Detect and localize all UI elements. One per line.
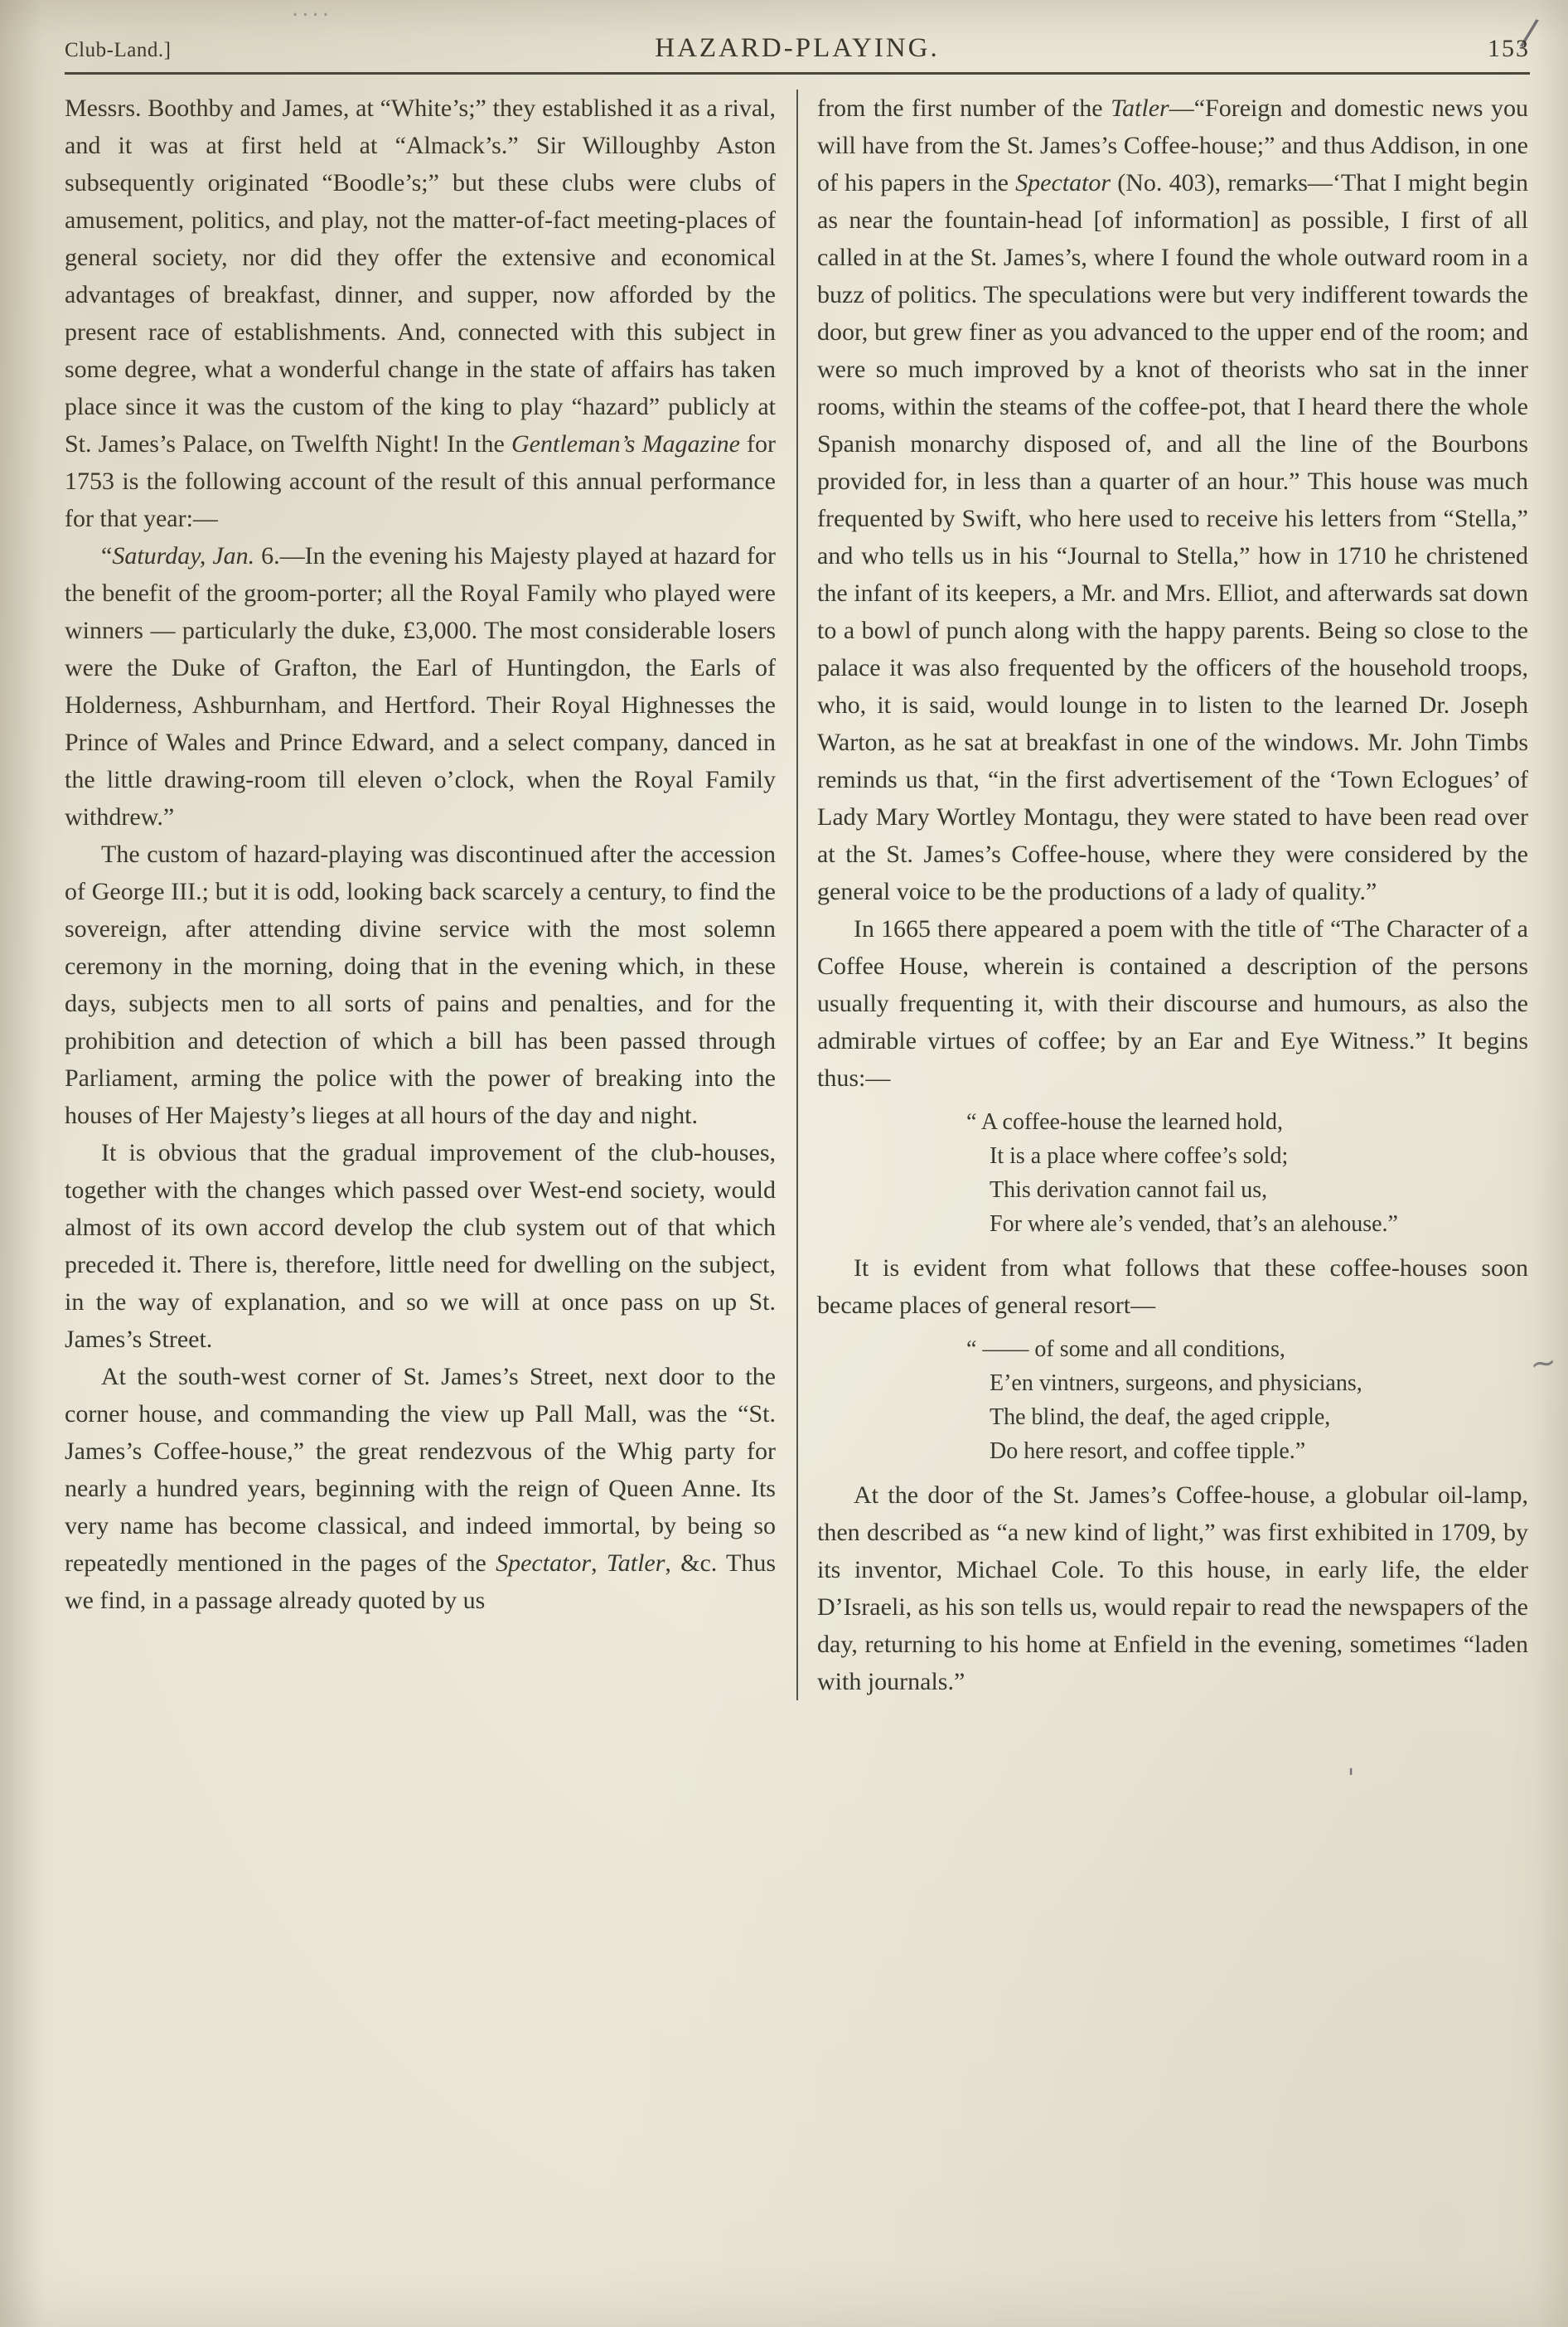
verse-line: Do here resort, and coffee tipple.” (990, 1438, 1306, 1464)
paragraph (817, 1476, 1528, 1700)
pen-mark: ~ (1527, 1342, 1559, 1384)
italic-text-run: Gentleman’s Magazine (511, 430, 740, 458)
italic-text-run: Tatler (1111, 95, 1169, 122)
text-column-left (65, 90, 776, 1700)
italic-text-run: Spectator (1015, 169, 1111, 196)
text-run: The custom of hazard-playing was discontinued after the accession of George III.; but it is odd, looking back scarcely a century, to find the sovereign, after attending divine service with the most solemn ceremony in the morning, doing that in the evening which, in these days, subjects men to all sorts of pains and penalties, and for the prohibition and detection of which a bill has been passed through Parliament, arming the police with the power of breaking into the houses of Her Majesty’s lieges at all hours of the day and night. (65, 841, 776, 1129)
page-title: HAZARD-PLAYING. (655, 33, 940, 63)
verse-block (966, 1332, 1528, 1468)
pen-mark: / (1518, 10, 1541, 56)
text-run: (No. 403), remarks—‘That I might begin as near the fountain-head [of information] as possible, I first of all called in at the St. James’s, where I found the whole outward room in a buzz of politics. The speculations were but very indifferent towards the door, but grew finer as you advanced to the upper end of the room; and were so much improved by a knot of theorists who sat in the inner rooms, within the steams of the coffee-pot, that I heard there the whole Spanish monarchy disposed of, and all the line of the Bourbons provided for, in less than a quarter of an hour.” This house was much frequented by Swift, who here used to receive his letters from “Stella,” and who tells us in his “Journal to Stella,” how in 1710 he christened the infant of its keepers, a Mr. and Mrs. Elliot, and afterwards sat down to a bowl of punch along with the happy parents. Being so close to the palace it was also frequented by the officers of the household troops, who, it is said, would lounge in to listen to the learned Dr. Joseph Warton, as he sat at breakfast in one of the windows. Mr. John Timbs reminds us that, “in the first advertisement of the ‘Town Eclogues’ of Lady Mary Wortley Montagu, they were stated to have been read over at the St. James’s Coffee-house, where they were considered by the general voice to be the productions of a lady of quality.” (817, 169, 1528, 905)
italic-text-run: Tatler (606, 1549, 665, 1577)
text-column-right (817, 90, 1528, 1700)
paragraph (817, 910, 1528, 1097)
pen-mark: .... (292, 0, 333, 22)
paragraph (65, 90, 776, 537)
verse-line: The blind, the deaf, the aged cripple, (990, 1404, 1331, 1430)
text-run: It is obvious that the gradual improvement of the club-houses, together with the changes which passed over West-end society, would almost of its own accord develop the club system out of that which preceded it. There is, therefore, little need for dwelling on the subject, in the way of explanation, and so we will at once pass on up St. James’s Street. (65, 1139, 776, 1353)
text-run: “ (101, 542, 113, 570)
running-section-label: Club-Land.] (65, 39, 172, 61)
verse-line: E’en vintners, surgeons, and physicians, (990, 1370, 1362, 1396)
paragraph (65, 1134, 776, 1358)
text-run: 6.—In the evening his Majesty played at hazard for the benefit of the groom-porter; all the Royal Family who played were winners — particularly the duke, £3,000. The most considerable losers were the Duke of Grafton, the Earl of Huntingdon, the Earls of Holderness, Ashburnham, and Hertford. Their Royal Highnesses the Prince of Wales and Prince Edward, and a select company, danced in the little drawing-room till eleven o’clock, when the Royal Family withdrew.” (65, 542, 776, 831)
page-content (65, 22, 1530, 1700)
text-run: At the door of the St. James’s Coffee-house, a globular oil-lamp, then described as “a new kind of light,” was first exhibited in 1709, by its inventor, Michael Cole. To this house, in early life, the elder D’Israeli, as his son tells us, would repair to read the newspapers of the day, returning to his home at Enfield in the evening, sometimes “laden with journals.” (817, 1481, 1528, 1695)
verse-line: “ A coffee-house the learned hold, (966, 1109, 1284, 1135)
verse-block (966, 1105, 1528, 1241)
verse-line: It is a place where coffee’s sold; (990, 1143, 1289, 1169)
text-run: Messrs. Boothby and James, at “White’s;” they established it as a rival, and it was at first held at “Almack’s.” Sir Willoughby Aston subsequently originated “Boodle’s;” but these clubs were clubs of amusement, politics, and play, not the matter-of-fact meeting-places of general society, nor did they offer the extensive and economical advantages of breakfast, dinner, and supper, now afforded by the present race of establishments. And, connected with this subject in some degree, what a wonderful change in the state of affairs has taken place since it was the custom of the king to play “hazard” publicly at St. James’s Palace, on Twelfth Night! In the (65, 95, 776, 458)
page-number: 153 (1488, 35, 1530, 62)
verse-line: “ —— of some and all conditions, (966, 1336, 1285, 1362)
paragraph (817, 90, 1528, 910)
text-run: from the first number of the (817, 95, 1111, 122)
text-run: , &c. Thus we find, in a passage already quoted by us (65, 1549, 776, 1614)
header-rule (65, 72, 1530, 75)
text-run: , (591, 1549, 607, 1577)
pen-mark: ' (1348, 1764, 1355, 1793)
text-run: In 1665 there appeared a poem with the title of “The Character of a Coffee House, wherein is contained a description of the persons usually frequenting it, with their discourse and humours, as also the admirable virtues of coffee; by an Ear and Eye Witness.” It begins thus:— (817, 915, 1528, 1092)
text-run: for 1753 is the following account of the result of this annual performance for that year:— (65, 430, 777, 532)
verse-line: This derivation cannot fail us, (990, 1177, 1268, 1203)
verse-line: For where ale’s vended, that’s an alehouse.” (990, 1211, 1398, 1237)
column-divider (796, 90, 798, 1700)
italic-text-run: Spectator (496, 1549, 592, 1577)
paragraph (817, 1249, 1528, 1324)
text-run: It is evident from what follows that these coffee-houses soon became places of general resort— (817, 1254, 1528, 1319)
text-body (65, 90, 1530, 1700)
page-header (65, 22, 1530, 64)
paragraph (65, 537, 776, 836)
paragraph (65, 836, 776, 1134)
paragraph (65, 1358, 776, 1619)
text-run: —“Foreign and domestic news you will have from the St. James’s Coffee-house;” and thus Addison, in one of his papers in the (817, 95, 1529, 196)
italic-text-run: Saturday, Jan. (112, 542, 255, 570)
text-run: At the south-west corner of St. James’s Street, next door to the corner house, and commanding the view up Pall Mall, was the “St. James’s Coffee-house,” the great rendezvous of the Whig party for nearly a hundred years, beginning with the reign of Queen Anne. Its very name has become classical, and indeed immortal, by being so repeatedly mentioned in the pages of the (65, 1363, 776, 1577)
